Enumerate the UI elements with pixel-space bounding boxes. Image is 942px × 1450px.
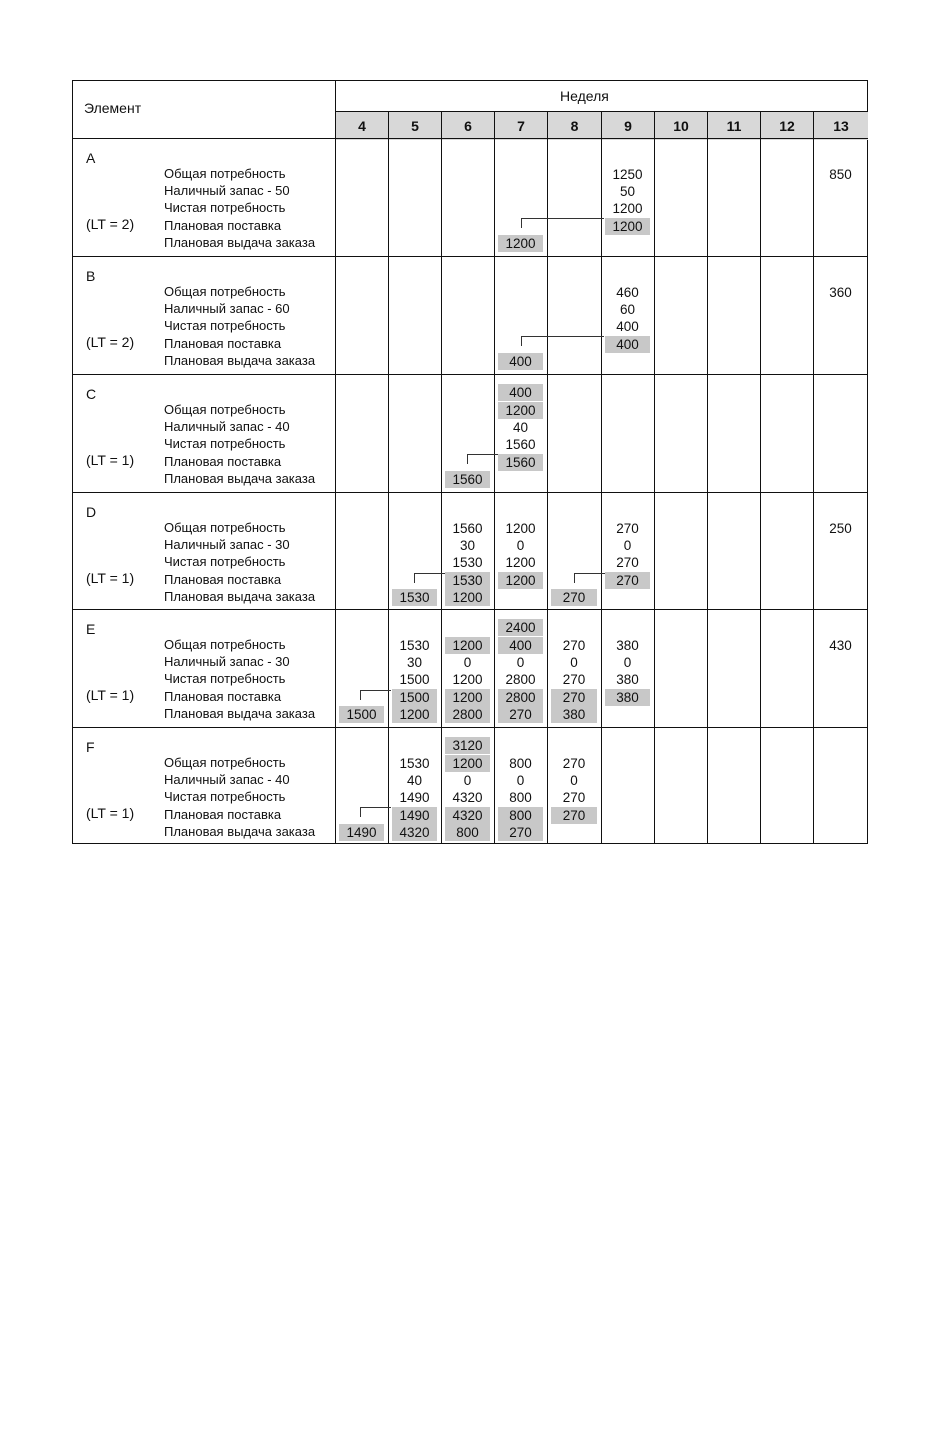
value-cell: 1200 [612,201,643,216]
lead-time: (LT = 1) [86,452,135,468]
week-column-header: 9 [602,112,654,140]
week-column-header: 8 [548,112,601,140]
planned-order-cell: 1560 [498,454,543,471]
element-name: A [86,150,96,166]
planned-order-cell: 1200 [445,589,490,606]
offset-connector [574,573,605,583]
week-column-header: 6 [442,112,494,140]
value-cell: 270 [562,638,586,653]
planned-order-cell: 270 [498,824,543,841]
value-cell: 40 [512,420,529,435]
element-name: B [86,268,96,284]
value-cell: 360 [829,285,852,300]
value-cell: 1560 [505,437,536,452]
element-row-divider [72,492,868,493]
row-label: Плановая выдача заказа [164,353,316,368]
row-label: Общая потребность [164,402,286,417]
week-column-divider [760,111,761,844]
planned-order-cell: 380 [551,706,597,723]
value-cell: 1200 [452,672,483,687]
row-label: Наличный запас - 30 [164,654,290,669]
value-cell: 0 [570,773,578,788]
row-label: Плановая выдача заказа [164,235,316,250]
value-cell: 0 [516,655,525,670]
row-label: Плановая поставка [164,689,282,704]
planned-order-cell: 1490 [339,824,384,841]
value-cell: 4320 [452,790,483,805]
planned-order-cell: 4320 [392,824,437,841]
lead-time: (LT = 1) [86,805,135,821]
value-cell: 460 [616,285,639,300]
planned-order-cell: 270 [551,589,597,606]
value-cell: 1200 [505,555,536,570]
row-label: Наличный запас - 40 [164,772,290,787]
planned-order-cell: 2400 [498,619,543,636]
row-label: Плановая выдача заказа [164,706,316,721]
week-header: Неделя [560,88,609,104]
value-cell: 1200 [505,521,536,536]
week-column-divider [494,111,495,844]
planned-order-cell: 400 [605,336,650,353]
element-row-divider [72,138,868,139]
element-row-divider [72,609,868,610]
week-column-header: 10 [655,112,707,140]
value-cell: 0 [463,773,472,788]
planned-order-cell: 2800 [498,689,543,706]
row-label: Плановая поставка [164,572,282,587]
value-cell: 430 [829,638,852,653]
row-label: Плановая поставка [164,807,282,822]
lead-time: (LT = 1) [86,687,135,703]
row-label: Наличный запас - 40 [164,419,290,434]
row-label: Чистая потребность [164,671,286,686]
row-label: Общая потребность [164,166,286,181]
planned-order-cell: 1200 [498,235,543,252]
planned-order-cell: 380 [605,689,650,706]
planned-order-cell: 800 [498,807,543,824]
value-cell: 1530 [399,756,430,771]
value-cell: 1560 [452,521,483,536]
row-label: Общая потребность [164,284,286,299]
row-label: Наличный запас - 30 [164,537,290,552]
planned-order-cell: 4320 [445,807,490,824]
element-row-divider [72,374,868,375]
element-column-divider [335,80,336,844]
value-cell: 380 [616,672,639,687]
planned-order-cell: 800 [445,824,490,841]
element-name: F [86,739,95,755]
week-column-divider [654,111,655,844]
week-column-divider [441,111,442,844]
value-cell: 1500 [399,672,430,687]
row-label: Чистая потребность [164,436,286,451]
planned-order-cell: 270 [498,706,543,723]
week-column-divider [707,111,708,844]
offset-connector [360,807,391,817]
lead-time: (LT = 2) [86,334,135,350]
planned-order-cell: 270 [551,807,597,824]
value-cell: 800 [509,756,532,771]
week-column-divider [388,111,389,844]
value-cell: 30 [459,538,476,553]
week-column-header: 11 [708,112,760,140]
value-cell: 0 [463,655,472,670]
value-cell: 270 [562,756,586,771]
value-cell: 0 [570,655,578,670]
planned-order-cell: 400 [498,384,543,401]
planned-order-cell: 270 [551,689,597,706]
value-cell: 30 [406,655,423,670]
planned-order-cell: 1530 [392,589,437,606]
row-label: Наличный запас - 60 [164,301,290,316]
value-cell: 50 [619,184,636,199]
planned-order-cell: 1490 [392,807,437,824]
planned-order-cell: 1500 [339,706,384,723]
week-column-header: 4 [336,112,388,140]
row-label: Чистая потребность [164,789,286,804]
offset-connector [521,336,604,346]
row-label: Чистая потребность [164,554,286,569]
value-cell: 270 [562,790,586,805]
week-column-header: 13 [814,112,868,140]
row-label: Чистая потребность [164,200,286,215]
value-cell: 1530 [452,555,483,570]
row-label: Наличный запас - 50 [164,183,290,198]
value-cell: 0 [516,538,525,553]
row-label: Плановая выдача заказа [164,824,316,839]
offset-connector [467,454,498,464]
value-cell: 2800 [505,672,536,687]
row-label: Плановая выдача заказа [164,471,316,486]
planned-order-cell: 1200 [445,755,490,772]
element-header: Элемент [84,100,142,116]
row-label: Общая потребность [164,637,286,652]
element-name: E [86,621,96,637]
planned-order-cell: 1500 [392,689,437,706]
mrp-table [72,80,868,844]
planned-order-cell: 1200 [445,637,490,654]
value-cell: 270 [616,521,639,536]
element-row-divider [72,727,868,728]
planned-order-cell: 3120 [445,737,490,754]
value-cell: 250 [829,521,852,536]
value-cell: 1490 [399,790,430,805]
value-cell: 380 [616,638,639,653]
value-cell: 0 [623,655,632,670]
value-cell: 40 [406,773,423,788]
planned-order-cell: 1530 [445,572,490,589]
value-cell: 800 [509,790,532,805]
row-label: Плановая поставка [164,454,282,469]
row-label: Плановая выдача заказа [164,589,316,604]
element-row-divider [72,256,868,257]
planned-order-cell: 1200 [498,402,543,419]
offset-connector [521,218,604,228]
value-cell: 270 [562,672,586,687]
value-cell: 0 [516,773,525,788]
value-cell: 1250 [612,167,643,182]
value-cell: 60 [619,302,636,317]
week-column-header: 5 [389,112,441,140]
week-column-divider [813,111,814,844]
planned-order-cell: 2800 [445,706,490,723]
lead-time: (LT = 1) [86,570,135,586]
row-label: Общая потребность [164,520,286,535]
planned-order-cell: 1200 [498,572,543,589]
value-cell: 0 [623,538,632,553]
value-cell: 1530 [399,638,430,653]
value-cell: 850 [829,167,852,182]
row-label: Плановая поставка [164,218,282,233]
row-label: Чистая потребность [164,318,286,333]
planned-order-cell: 400 [498,637,543,654]
element-name: C [86,386,97,402]
value-cell: 270 [616,555,639,570]
planned-order-cell: 1560 [445,471,490,488]
lead-time: (LT = 2) [86,216,135,232]
element-name: D [86,504,97,520]
planned-order-cell: 1200 [392,706,437,723]
row-label: Плановая поставка [164,336,282,351]
planned-order-cell: 1200 [445,689,490,706]
planned-order-cell: 1200 [605,218,650,235]
value-cell: 400 [616,319,639,334]
offset-connector [360,690,391,700]
planned-order-cell: 400 [498,353,543,370]
week-column-header: 12 [761,112,813,140]
offset-connector [414,573,445,583]
row-label: Общая потребность [164,755,286,770]
week-column-header: 7 [495,112,547,140]
planned-order-cell: 270 [605,572,650,589]
